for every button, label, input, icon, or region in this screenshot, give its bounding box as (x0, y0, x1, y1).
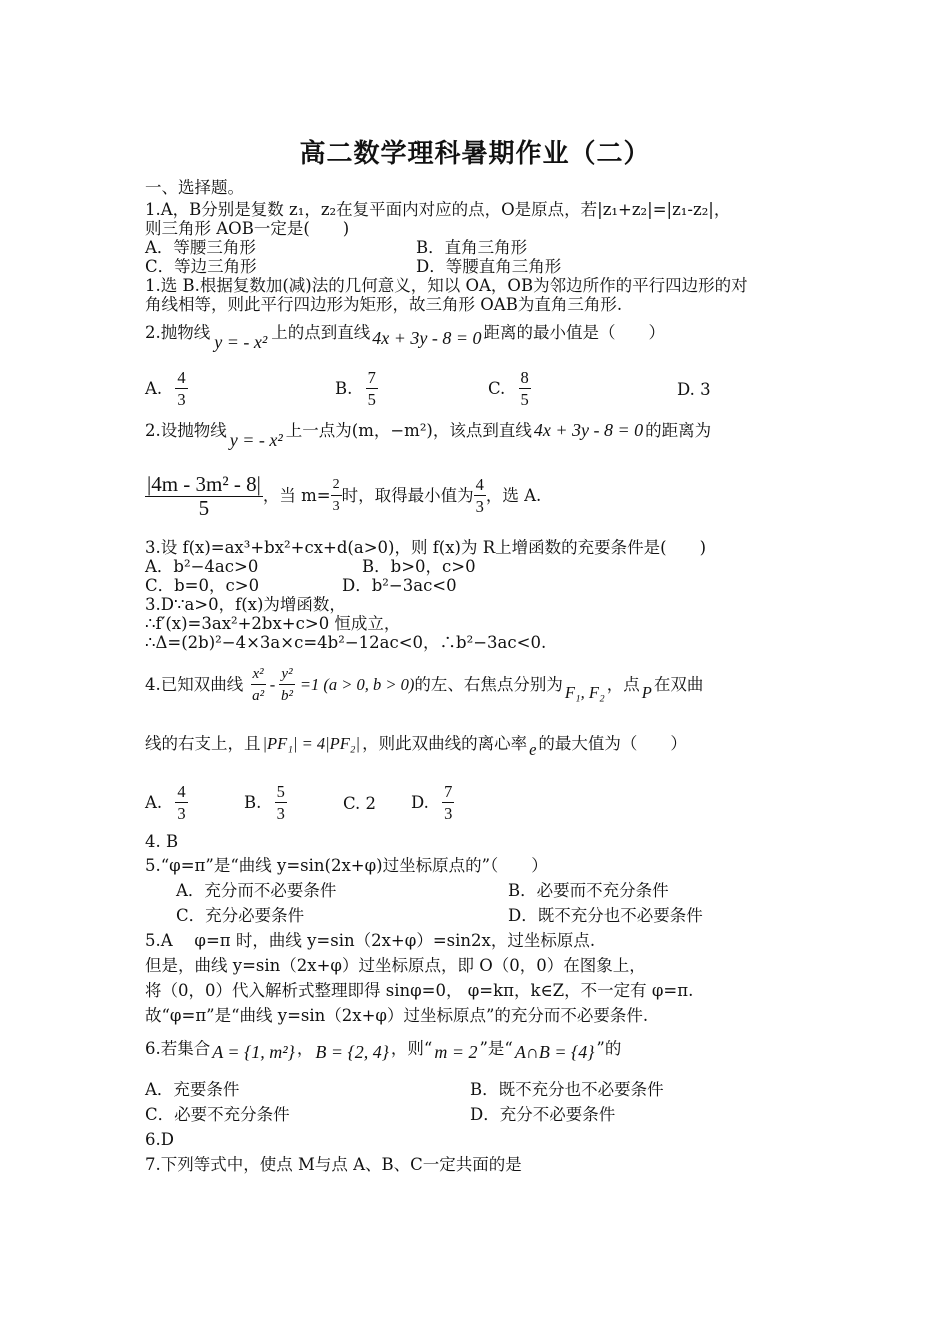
q4-x-term: $\frac{\text{x²}}{\text{a²}}$ (252, 666, 265, 704)
q3-solution-line2: ∴f′(x)=3ax²+2bx+c>0 恒成立， (145, 614, 401, 633)
q6-set-a: A = {1, m²} (212, 1042, 295, 1062)
q3-stem: 3.设 f(x)=ax³+bx²+cx+d(a>0)，则 f(x)为 R上增函数的充要条件是( ) (145, 538, 707, 557)
q4-answer: 4. B (145, 832, 179, 851)
q3-option-d: D．b²−3ac<0 (342, 576, 457, 595)
q5-option-d: D．既不充分也不必要条件 (508, 906, 703, 925)
q4-option-b: B. $\frac{5}{3}$ (244, 782, 285, 823)
q4-equation-rest: =1 (a > 0, b > 0) (299, 675, 415, 694)
q6-option-b: B．既不充分也不必要条件 (470, 1080, 664, 1099)
q2-solution-line1: 2.设抛物线 y = - x² 上一点为(m，−m²)，该点到直线 4x + 3y - 8 = 0 的距离为 (145, 420, 712, 450)
q7-stem: 7.下列等式中，使点 M与点 A、B、C一定共面的是 (145, 1155, 522, 1174)
q2-min-fraction: $\frac{4}{3}$ (475, 475, 484, 516)
q2-option-b: B. $\frac{7}{5}$ (335, 368, 376, 409)
q1-option-b: B．直角三角形 (416, 238, 528, 257)
q1-option-c: C．等边三角形 (145, 257, 257, 276)
section-heading: 一、选择题。 (145, 178, 244, 197)
q5-solution-line1: 5.A φ=π 时，曲线 y=sin（2x+φ）=sin2x，过坐标原点. (145, 931, 596, 950)
q3-option-b: B．b>0，c>0 (362, 557, 476, 576)
q3-option-c: C．b=0，c>0 (145, 576, 260, 595)
q4-option-c: C. 2 (343, 794, 377, 813)
q1-option-a: A．等腰三角形 (145, 238, 256, 257)
q1-option-d: D．等腰直角三角形 (416, 257, 562, 276)
q1-solution-line2: 角线相等，则此平行四边形为矩形，故三角形 OAB为直角三角形. (145, 295, 623, 314)
q4-stem-line1: 4.已知双曲线 $\frac{\text{x²}}{\text{a²}}$ - $\frac{\text{y²}}{\text{b²}}$ =1 (a > 0, b > 0)的左、右焦点分别为 F₁, F₂ ，点 P 在双曲 (145, 664, 703, 707)
q6-option-d: D．充分不必要条件 (470, 1105, 616, 1124)
q6-condition: m = 2 (434, 1042, 478, 1062)
q1-stem-line2: 则三角形 AOB一定是( ) (145, 219, 350, 238)
q4-y-term: $\frac{\text{y²}}{\text{b²}}$ (280, 666, 293, 704)
q6-set-b: B = {2, 4} (315, 1042, 389, 1062)
q2-option-a: A. $\frac{4}{3}$ (145, 368, 186, 409)
q3-option-a: A．b²−4ac>0 (145, 557, 259, 576)
page-title: 高二数学理科暑期作业（二） (299, 139, 651, 169)
q2-distance-fraction: $\frac{\text{|4m - 3m² - 8|}}{5}$ (147, 472, 261, 520)
q2-m-fraction: $\frac{2}{3}$ (332, 477, 340, 514)
q4-fraction-b: $\frac{5}{3}$ (276, 782, 285, 823)
q2-line-formula: 4x + 3y - 8 = 0 (372, 328, 482, 348)
q5-option-c: C．充分必要条件 (176, 906, 305, 925)
q2-fraction-c: $\frac{8}{5}$ (520, 368, 529, 409)
q1-stem-line1: 1.A，B分别是复数 z₁，z₂在复平面内对应的点，O是原点，若|z₁+z₂|=|z₁-z₂|， (145, 200, 731, 219)
q2-fraction-a: $\frac{4}{3}$ (177, 368, 186, 409)
q5-solution-line2: 但是，曲线 y=sin（2x+φ）过坐标原点，即 O（0，0）在图象上， (145, 956, 646, 975)
q4-point-p: P (641, 683, 652, 702)
q2-parabola-formula: y = - x² (214, 332, 268, 352)
q5-solution-line4: 故“φ=π”是“曲线 y=sin（2x+φ）过坐标原点”的充分而不必要条件. (145, 1006, 649, 1025)
q4-option-a: A. $\frac{4}{3}$ (145, 782, 186, 823)
q5-option-b: B．必要而不充分条件 (508, 881, 669, 900)
q6-intersection: A∩B = {4} (514, 1042, 595, 1062)
q3-solution-line3: ∴Δ=(2b)²−4×3a×c=4b²−12ac<0，∴b²−3ac<0. (145, 633, 547, 652)
q4-stem-line2: 线的右支上，且 |PF₁| = 4|PF₂| ，则此双曲线的离心率 e 的最大值为（ ） (145, 734, 687, 759)
q2-stem: 2.抛物线 y = - x² 上的点到直线 4x + 3y - 8 = 0 距离的最小值是（ ） (145, 323, 666, 352)
q4-foci: F₁, F₂ (564, 683, 605, 702)
q1-solution-line1: 1.选 B.根据复数加(减)法的几何意义，知以 OA，OB为邻边所作的平行四边形的对 (145, 276, 748, 295)
q5-solution-line3: 将（0，0）代入解析式整理即得 sinφ=0， φ=kπ，k∈Z，不一定有 φ=π. (145, 981, 694, 1000)
q4-option-d: D. $\frac{7}{3}$ (411, 782, 453, 823)
q2-option-c: C. $\frac{8}{5}$ (488, 368, 529, 409)
q6-answer: 6.D (145, 1130, 174, 1149)
q6-option-c: C．必要不充分条件 (145, 1105, 290, 1124)
q2-option-d: D. 3 (677, 380, 711, 399)
q6-option-a: A．充要条件 (145, 1080, 240, 1099)
q6-stem: 6.若集合 A = {1, m²} ， B = {2, 4} ，则“ m = 2 ”是“ A∩B = {4} ”的 (145, 1039, 622, 1062)
q5-stem: 5.“φ=π”是“曲线 y=sin(2x+φ)过坐标原点的”（ ） (145, 856, 548, 875)
q4-fraction-a: $\frac{4}{3}$ (177, 782, 186, 823)
q4-condition: |PF₁| = 4|PF₂| (262, 734, 361, 753)
q2-fraction-b: $\frac{7}{5}$ (367, 368, 376, 409)
q5-option-a: A．充分而不必要条件 (176, 881, 337, 900)
q3-solution-line1: 3.D∵a>0，f(x)为增函数， (145, 595, 346, 614)
q4-eccentricity: e (529, 740, 537, 759)
q2-solution-line2: $\frac{\text{|4m - 3m² - 8|}}{5}$ ，当 m= $\frac{2}{3}$ 时，取得最小值为 $\frac{4}{3}$ ，选 A. (147, 472, 542, 520)
q4-fraction-d: $\frac{7}{3}$ (444, 782, 453, 823)
